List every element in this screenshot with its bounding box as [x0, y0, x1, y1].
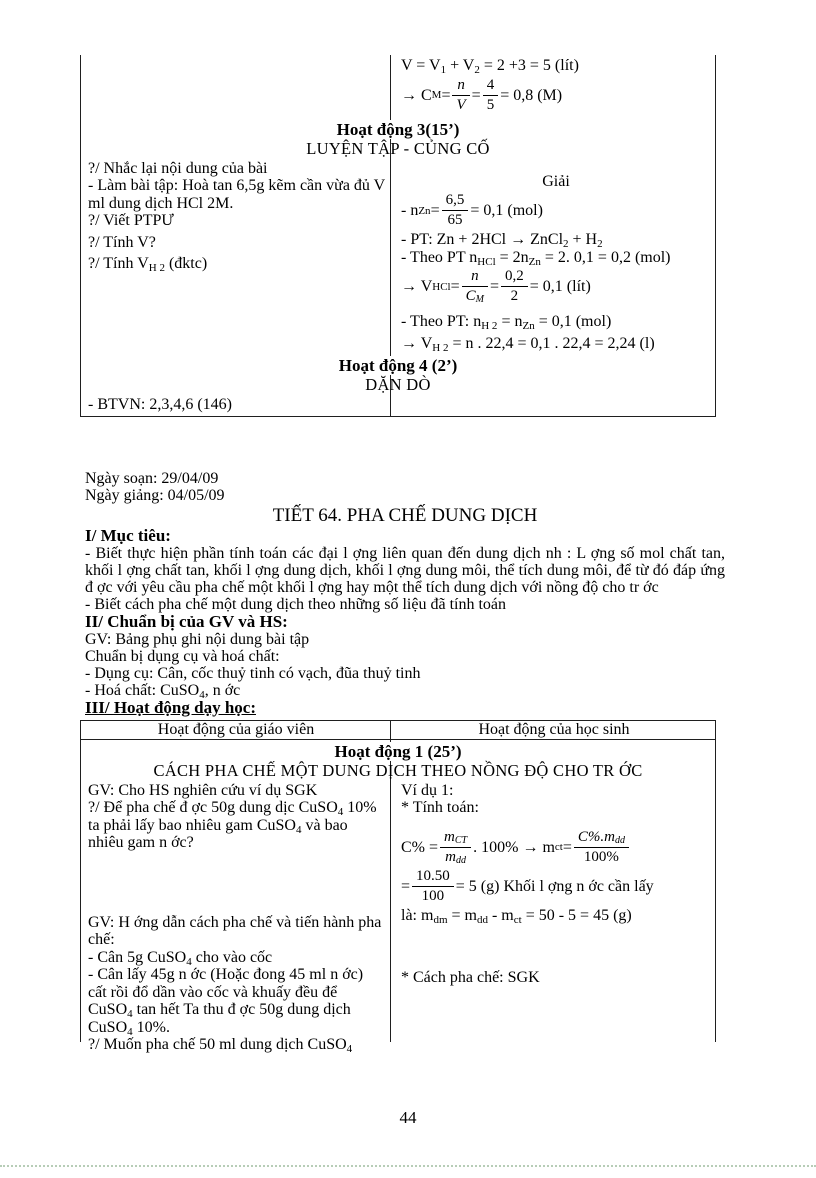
footer-dotted-line — [0, 1165, 816, 1167]
text-line: ?/ Viết PTPƯ — [88, 212, 174, 229]
formula-line: → C M = $\frac{n}{V}$ = $\frac{4}{5}$ = 0,8 (M) — [401, 76, 563, 113]
fraction: $\frac{6,5}{65}$ — [442, 192, 469, 229]
section-1-heading: I/ Mục tiêu: — [85, 525, 171, 545]
text-line: - Làm bài tập: Hoà tan 6,5g kẽm cần vừa đủ V ml dung dịch HCl 2M. — [88, 177, 385, 212]
fraction: $\frac{0,2}{2}$ — [501, 268, 528, 305]
prep-line: - Hoá chất: CuSO$_4$, n ớc — [85, 681, 241, 701]
text-line: GV: Cho HS nghiên cứu ví dụ SGK — [88, 781, 318, 799]
text-line: - Theo PT: $n_{H 2} = n_{Zn} = 0,1$ (mol) — [401, 313, 612, 332]
activity-subtitle: CÁCH PHA CHẾ MỘT DUNG DỊCH THEO NỒNG ĐỘ CHO TR ỚC — [153, 760, 643, 780]
objectives-paragraph-2: - Biết cách pha chế một dung dịch theo những số liệu đã tính toán — [85, 595, 507, 613]
formula-line: = $\frac{10.50}{100}$ = 5 (g) Khối l ợng n ớc cần lấy — [401, 867, 654, 904]
page-number: 44 — [399, 1108, 417, 1127]
activity-title: Hoạt động 1 (25’) — [325, 742, 470, 761]
fraction: $\frac{10.50}{100}$ — [412, 868, 454, 905]
section-2-heading: II/ Chuẩn bị của GV và HS: — [85, 611, 288, 631]
lesson-header-section — [85, 470, 725, 717]
text-line: GV: H ớng dẫn cách pha chế và tiến hành pha chế: — [88, 913, 382, 948]
text-line: Ví dụ 1: — [401, 781, 454, 799]
fraction: $m_{CT}$ $m_{dd}$ — [440, 829, 471, 866]
formula-line: C% = $m_{CT}$ $m_{dd}$ . 100% → m ct = $C\%.m_{dd}$ 100% — [401, 829, 711, 866]
activity-3-heading — [81, 118, 715, 158]
teacher-column-header: Hoạt động của giáo viên — [157, 720, 315, 738]
date-prepared: Ngày soạn: 29/04/09 — [85, 469, 219, 487]
text-line: - Cân 5g CuSO$_4$ cho vào cốc — [88, 948, 273, 968]
student-column-header: Hoạt động của học sinh — [478, 720, 630, 738]
teacher-cell — [81, 55, 391, 118]
text-line: - Cân lấy 45g n ớc (Hoặc đong 45 ml n ớc) cất rồi đổ dần vào cốc và khuấy đều để CuSO$_4$ tan hết Ta thu đ ợc 50g dung dịch CuSO$_4$ 10%. — [88, 966, 364, 1038]
student-cell — [391, 158, 717, 355]
table-row — [81, 158, 715, 355]
solution-heading: Giải — [542, 172, 570, 190]
activity-1-heading — [81, 740, 715, 780]
teacher-cell — [81, 158, 391, 355]
text-line: - Theo PT $n_{HCl} = 2n_{Zn} = 2$. 0,1 = 0,2 (mol) — [401, 248, 671, 268]
activity-title: Hoạt động 4 (2’) — [330, 356, 467, 375]
student-cell — [391, 780, 717, 1056]
prep-line: - Dụng cụ: Cân, cốc thuỷ tinh có vạch, đũa thuỷ tinh — [85, 664, 421, 682]
prep-line: GV: Bảng phụ ghi nội dung bài tập — [85, 630, 310, 648]
equation-line: - PT: Zn + 2HCl → ZnCl$_2$ + $H_2$ — [401, 231, 603, 250]
teacher-cell — [81, 780, 391, 1056]
fraction: $C\%.m_{dd}$ 100% — [574, 829, 629, 866]
table-header-row — [81, 721, 715, 740]
text-line: * Tính toán: — [401, 799, 479, 816]
text-line: ?/ Tính $V_{H 2}$ (đktc) — [88, 255, 208, 274]
text-line: ?/ Tính V? — [88, 233, 156, 251]
teacher-cell — [81, 394, 391, 416]
activity-table-2 — [80, 720, 716, 1055]
fraction: $\frac{n}{V}$ — [452, 77, 469, 114]
activity-subtitle: DẶN DÒ — [365, 375, 431, 394]
table-row — [81, 394, 715, 416]
text-line: ?/ Để pha chế đ ợc 50g dung dịc CuSO$_4$ 10% ta phải lấy bao nhiêu gam CuSO$_4$ và bao nhiêu gam n ớc? — [88, 799, 377, 851]
activity-title: Hoạt động 3(15’) — [328, 120, 469, 139]
date-taught: Ngày giảng: 04/05/09 — [85, 486, 225, 504]
section-3-heading: III/ Hoạt động dạy học: — [85, 697, 256, 717]
text-line: ?/ Muốn pha chế 50 ml dung dịch CuSO$_4$ — [88, 1036, 353, 1055]
lesson-title: TIẾT 64. PHA CHẾ DUNG DỊCH — [272, 504, 538, 526]
text-line: ?/ Nhắc lại nội dung của bài — [88, 159, 268, 177]
prep-line: Chuẩn bị dụng cụ và hoá chất: — [85, 647, 280, 665]
formula-line: - n Zn = $\frac{6,5}{65}$ = 0,1 (mol) — [401, 192, 543, 228]
text-line: là: $m_{dm} = m_{dd} - m_{ct} = 50 - 5 = 45$ (g) — [401, 906, 632, 926]
fraction: $\frac{4}{5}$ — [483, 77, 499, 114]
text-line: → $V_{H 2} = n$ . 22,4 = 0,1 . 22,4 = 2,24 (l) — [401, 334, 655, 354]
activity-table-1 — [80, 55, 716, 417]
text-line: * Cách pha chế: SGK — [401, 969, 540, 986]
objectives-paragraph: - Biết thực hiện phần tính toán các đại l ợng liên quan đến dung dịch nh : L ợng số mol chất tan, khối l ợng chất tan, khối l ợng dung dịch, khối l ợng dung môi, thể tích dung môi, để từ đó đáp ứng đ ợc với yêu cầu pha chế một khối l ợng hay một thể tích dung dịch với nồng độ cho tr ớc — [85, 544, 725, 596]
student-cell — [391, 55, 717, 118]
fraction: $\frac{n}{C_M}$ — [462, 268, 488, 305]
student-cell — [391, 394, 717, 416]
table-row — [81, 55, 715, 118]
activity-subtitle: LUYỆN TẬP - CỦNG CỐ — [306, 138, 490, 158]
document-page — [0, 55, 816, 1178]
homework-line: - BTVN: 2,3,4,6 (146) — [88, 396, 232, 413]
formula-line: → V HCl = $\frac{n}{C_M}$ = $\frac{0,2}{2}$ = 0,1 (lít) — [401, 268, 591, 305]
formula-line: $V = V_1 + V_2 = 2 +3 = 5$ (lít) — [401, 57, 579, 76]
activity-4-heading — [81, 354, 715, 394]
table-row — [81, 780, 715, 1056]
